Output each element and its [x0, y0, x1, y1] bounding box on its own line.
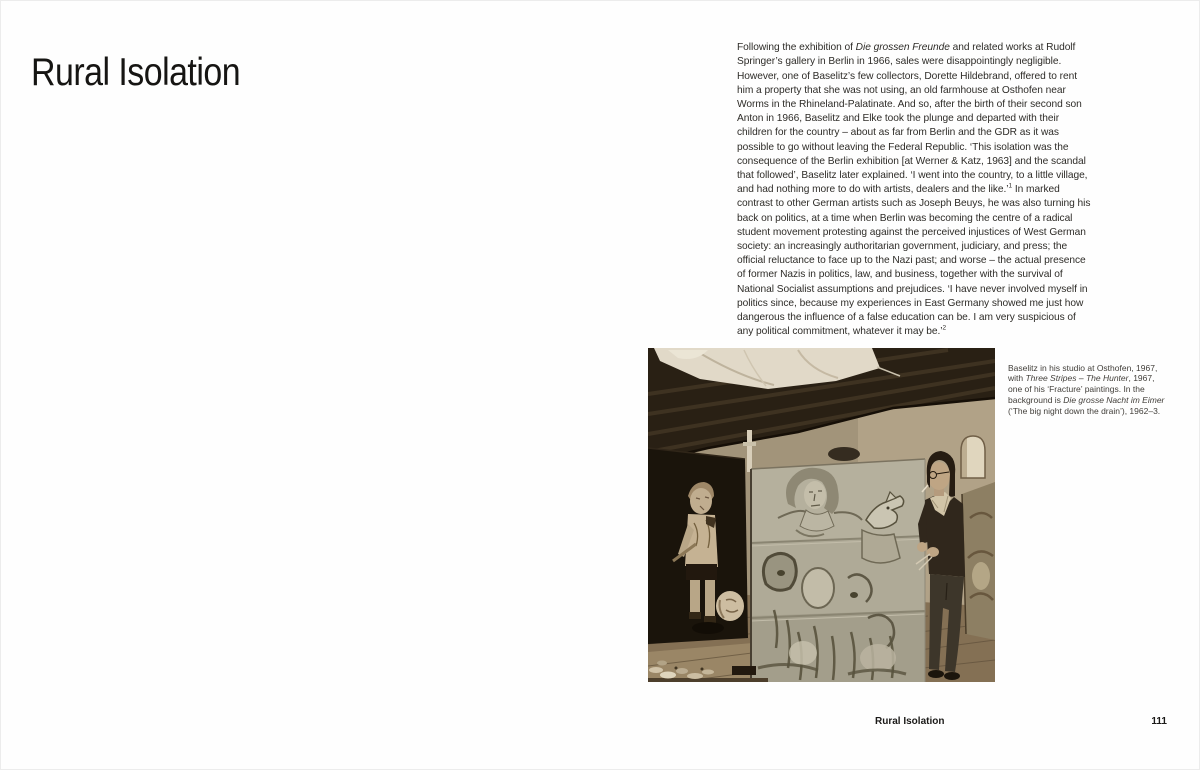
running-footer-chapter: Rural Isolation: [875, 716, 945, 727]
photo-caption: Baselitz in his studio at Osthofen, 1967, with Three Stripes – The Hunter, 1967, one of his ‘Fracture’ paintings. In the background is Die grosse Nacht im Eimer (‘The big night down the drain’), 1962–3.: [1008, 362, 1165, 417]
studio-photograph: [648, 348, 995, 682]
chapter-title: Rural Isolation: [31, 51, 241, 95]
body-text: Following the exhibition of Die grossen Freunde and related works at Rudolf Springer’s gallery in Berlin in 1966, sales were disappointingly negligible. However, one of Baselitz’s few collectors, Dorette Hildebrand, offered to rent him a property that she was not using, an old farmhouse at Osthofen near Worms in the Rhineland-Palatinate. And so, after the birth of their second son Anton in 1966, Baselitz and Elke took the plunge and departed with their children for the country – about as far from Berlin and the GDR as it was possible to go without leaving the Federal Republic. ‘This isolation was the consequence of the Berlin exhibition [at Werner & Katz, 1963] and the scandal that followed’, Baselitz later explained. ‘I went into the country, to a little village, and had nothing more to do with artists, dealers and the like.’$^1$ In marked contrast to other German artists such as Joseph Beuys, he was also turning his back on politics, at a time when Berlin was becoming the centre of a radical student movement protesting against the perceived injustices of West German society: an increasingly authoritarian government, judiciary, and press; the official reluctance to face up to the Nazi past; and worse – the actual presence of former Nazis in politics, law, and business, together with the survival of National Socialist assumptions and prejudices. ‘I have never involved myself in politics since, because my experiences in East Germany showed me just how dangerous the influence of a false education can be. I am very suspicious of any political commitment, whatever it may be.’$^2$: [737, 42, 1091, 338]
studio-photograph-art: [648, 348, 995, 682]
page-number: 111: [1151, 716, 1167, 727]
